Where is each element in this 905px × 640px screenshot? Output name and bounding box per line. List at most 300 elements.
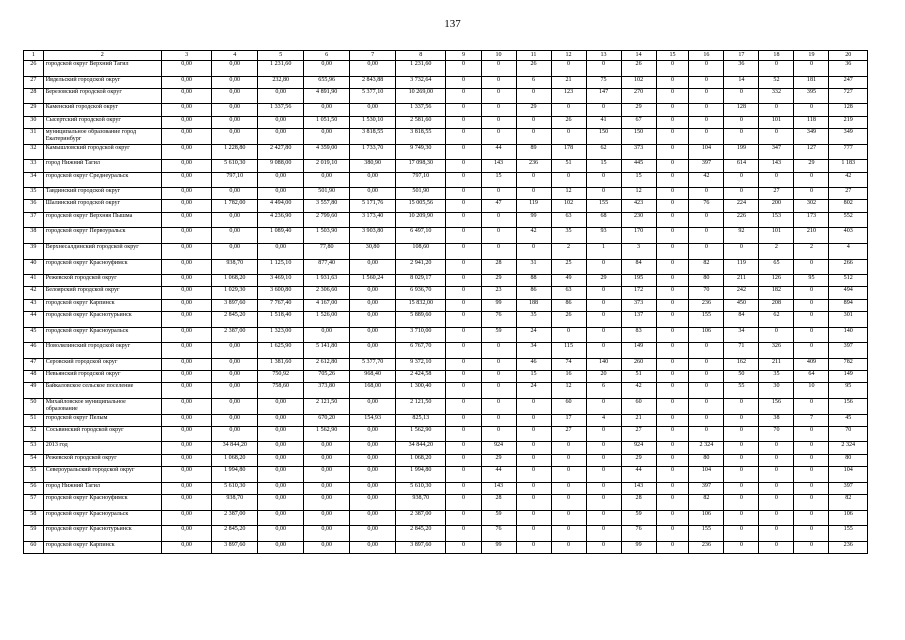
value-cell: 199 [724,144,759,160]
value-cell: 2 612,80 [304,358,350,370]
value-cell: 0 [446,426,481,442]
value-cell: 2 427,80 [258,144,304,160]
value-cell: 0,00 [304,454,350,466]
value-cell: 0 [794,312,829,328]
value-cell: 1 068,20 [212,454,258,466]
value-cell: 0 [446,398,481,414]
value-cell: 0,00 [161,327,211,343]
row-number-cell: 57 [24,494,44,510]
table-row [24,482,868,494]
value-cell: 143 [621,482,656,494]
table-row [24,243,868,259]
value-cell: 1 931,63 [304,275,350,287]
value-cell: 501,90 [396,188,446,200]
row-number-cell: 56 [24,482,44,494]
value-cell: 0 [516,414,551,426]
value-cell: 0,00 [161,287,211,299]
value-cell: 0 [446,116,481,128]
value-cell: 128 [829,104,868,116]
value-cell: 150 [621,129,656,145]
value-cell: 60 [621,398,656,414]
value-cell: 0 [586,312,621,328]
row-number-cell: 33 [24,160,44,172]
value-cell: 0 [656,275,689,287]
value-cell: 230 [621,212,656,228]
table-row [24,299,868,311]
value-cell: 16 [551,371,586,383]
value-cell: 0 [689,426,724,442]
table-row [24,144,868,160]
value-cell: 155 [586,200,621,212]
value-cell: 0 [516,129,551,145]
value-cell: 0 [724,129,759,145]
value-cell: 143 [759,160,794,172]
value-cell: 75 [586,76,621,88]
column-header: 11 [516,51,551,61]
value-cell: 0 [656,212,689,228]
value-cell: 219 [829,116,868,128]
value-cell: 0 [689,116,724,128]
value-cell: 0 [446,343,481,359]
value-cell: 938,70 [212,494,258,510]
value-cell: 12 [551,383,586,399]
value-cell: 0 [551,454,586,466]
value-cell: 0 [481,383,516,399]
row-number-cell: 31 [24,129,44,145]
municipality-name-cell: Каменский городской округ [43,104,161,116]
municipality-name-cell: городской округ Красноуфимск [43,259,161,275]
value-cell: 0,00 [304,482,350,494]
value-cell: 0 [446,482,481,494]
value-cell: 0,00 [304,327,350,343]
value-cell: 62 [586,144,621,160]
value-cell: 0 [759,510,794,526]
value-cell: 0 [759,104,794,116]
value-cell: 924 [481,442,516,454]
value-cell: 0 [689,371,724,383]
value-cell: 2 121,50 [304,398,350,414]
value-cell: 0,00 [161,398,211,414]
value-cell: 153 [759,212,794,228]
value-cell: 172 [621,287,656,299]
value-cell: 0,00 [212,398,258,414]
value-cell: 0 [516,482,551,494]
column-header: 8 [396,51,446,61]
value-cell: 44 [481,467,516,483]
value-cell: 0 [794,343,829,359]
row-number-cell: 59 [24,526,44,542]
value-cell: 99 [621,541,656,553]
value-cell: 0 [724,467,759,483]
municipality-name-cell: Невьянский городской округ [43,371,161,383]
value-cell: 2 845,20 [212,526,258,542]
value-cell: 0,00 [161,104,211,116]
value-cell: 127 [794,144,829,160]
table-row [24,312,868,328]
value-cell: 0 [794,299,829,311]
row-number-cell: 32 [24,144,44,160]
value-cell: 0,00 [350,510,396,526]
value-cell: 211 [724,275,759,287]
value-cell: 0,00 [304,172,350,188]
value-cell: 17 098,30 [396,160,446,172]
value-cell: 149 [621,343,656,359]
municipality-name-cell: городской округ Среднеуральск [43,172,161,188]
row-number-cell: 30 [24,116,44,128]
value-cell: 0,00 [258,541,304,553]
value-cell: 42 [516,228,551,244]
value-cell: 266 [829,259,868,275]
value-cell: 1 231,60 [396,61,446,77]
value-cell: 9 749,30 [396,144,446,160]
value-cell: 0 [516,116,551,128]
value-cell: 705,26 [304,371,350,383]
value-cell: 7 767,40 [258,299,304,311]
value-cell: 0,00 [350,104,396,116]
value-cell: 0 [794,454,829,466]
value-cell: 0 [794,188,829,200]
value-cell: 2 306,60 [304,287,350,299]
value-cell: 0 [794,172,829,188]
value-cell: 51 [551,160,586,172]
table-row [24,88,868,104]
value-cell: 0 [446,327,481,343]
value-cell: 10 269,00 [396,88,446,104]
value-cell: 0 [656,259,689,275]
value-cell: 3 600,80 [258,287,304,299]
value-cell: 51 [621,371,656,383]
value-cell: 2 941,20 [396,259,446,275]
table-row [24,104,868,116]
value-cell: 0,00 [212,88,258,104]
value-cell: 0,00 [161,383,211,399]
value-cell: 0,00 [350,327,396,343]
value-cell: 0 [446,172,481,188]
value-cell: 50 [724,371,759,383]
value-cell: 99 [481,541,516,553]
row-number-cell: 48 [24,371,44,383]
table-row [24,200,868,212]
value-cell: 101 [759,228,794,244]
value-cell: 143 [481,160,516,172]
value-cell: 0 [759,494,794,510]
row-number-cell: 42 [24,287,44,299]
value-cell: 877,40 [304,259,350,275]
value-cell: 0 [481,228,516,244]
value-cell: 0,00 [212,76,258,88]
municipality-name-cell: 2013 год [43,442,161,454]
value-cell: 236 [689,541,724,553]
value-cell: 0 [481,343,516,359]
value-cell: 36 [829,61,868,77]
value-cell: 0,00 [350,259,396,275]
table-row [24,358,868,370]
value-cell: 49 [551,275,586,287]
value-cell: 0 [446,144,481,160]
value-cell: 0 [724,188,759,200]
value-cell: 5 889,60 [396,312,446,328]
value-cell: 236 [829,541,868,553]
value-cell: 88 [516,275,551,287]
value-cell: 0 [794,526,829,542]
value-cell: 0 [586,104,621,116]
value-cell: 6 767,70 [396,343,446,359]
row-number-cell: 28 [24,88,44,104]
value-cell: 349 [829,129,868,145]
municipality-name-cell: Сысертский городской округ [43,116,161,128]
value-cell: 0,00 [258,442,304,454]
value-cell: 0 [481,398,516,414]
value-cell: 0,00 [258,88,304,104]
value-cell: 247 [829,76,868,88]
value-cell: 140 [586,358,621,370]
value-cell: 60 [551,398,586,414]
row-number-cell: 41 [24,275,44,287]
value-cell: 0 [446,442,481,454]
value-cell: 0 [551,129,586,145]
table-row [24,343,868,359]
value-cell: 29 [794,160,829,172]
value-cell: 12 [551,188,586,200]
value-cell: 3 897,60 [212,541,258,553]
value-cell: 0 [656,371,689,383]
value-cell: 210 [794,228,829,244]
value-cell: 9 372,10 [396,358,446,370]
value-cell: 0,00 [304,442,350,454]
column-header: 2 [43,51,161,61]
value-cell: 782 [829,358,868,370]
value-cell: 0 [656,312,689,328]
value-cell: 0 [551,327,586,343]
value-cell: 0 [586,541,621,553]
value-cell: 0 [724,88,759,104]
value-cell: 0,00 [212,243,258,259]
value-cell: 0 [586,299,621,311]
value-cell: 182 [759,287,794,299]
value-cell: 5 377,10 [350,88,396,104]
value-cell: 0 [759,442,794,454]
value-cell: 670,20 [304,414,350,426]
value-cell: 0,00 [161,259,211,275]
value-cell: 727 [829,88,868,104]
value-cell: 3 557,80 [304,200,350,212]
value-cell: 0 [446,129,481,145]
value-cell: 0 [656,454,689,466]
value-cell: 0 [586,287,621,299]
value-cell: 35 [551,228,586,244]
value-cell: 29 [586,275,621,287]
value-cell: 0,00 [258,414,304,426]
table-row [24,327,868,343]
row-number-cell: 53 [24,442,44,454]
value-cell: 0 [689,129,724,145]
value-cell: 1 381,60 [258,358,304,370]
value-cell: 14 [724,76,759,88]
value-cell: 750,92 [258,371,304,383]
value-cell: 0 [446,275,481,287]
value-cell: 0,00 [350,482,396,494]
value-cell: 15 [586,160,621,172]
value-cell: 0 [656,541,689,553]
table-row [24,259,868,275]
value-cell: 1 518,40 [258,312,304,328]
value-cell: 0 [689,88,724,104]
value-cell: 23 [481,287,516,299]
value-cell: 137 [621,312,656,328]
value-cell: 101 [759,116,794,128]
value-cell: 0 [516,398,551,414]
value-cell: 0 [481,371,516,383]
value-cell: 0 [656,144,689,160]
column-header: 6 [304,51,350,61]
value-cell: 71 [724,343,759,359]
value-cell: 0 [551,172,586,188]
value-cell: 99 [516,212,551,228]
value-cell: 95 [794,275,829,287]
value-cell: 3 469,10 [258,275,304,287]
value-cell: 0 [481,88,516,104]
value-cell: 2 [551,243,586,259]
value-cell: 0,00 [350,398,396,414]
value-cell: 34 844,20 [396,442,446,454]
value-cell: 3 [621,243,656,259]
value-cell: 938,70 [212,259,258,275]
value-cell: 0 [481,188,516,200]
value-cell: 0 [689,243,724,259]
value-cell: 0 [724,172,759,188]
value-cell: 2 581,60 [396,116,446,128]
value-cell: 0 [656,104,689,116]
value-cell: 2 845,20 [396,526,446,542]
value-cell: 0 [516,541,551,553]
value-cell: 0,00 [161,76,211,88]
value-cell: 26 [551,312,586,328]
value-cell: 41 [586,116,621,128]
value-cell: 0 [446,371,481,383]
value-cell: 0 [586,494,621,510]
municipality-name-cell: Камышловский городской округ [43,144,161,160]
value-cell: 0,00 [350,467,396,483]
municipality-name-cell: Режевской городской округ [43,275,161,287]
value-cell: 12 [621,188,656,200]
value-cell: 27 [829,188,868,200]
value-cell: 0 [481,414,516,426]
value-cell: 106 [689,327,724,343]
row-number-cell: 60 [24,541,44,553]
value-cell: 802 [829,200,868,212]
municipality-name-cell: Березовский городской округ [43,88,161,104]
value-cell: 0 [446,76,481,88]
value-cell: 5 141,80 [304,343,350,359]
value-cell: 0,00 [161,116,211,128]
municipality-name-cell: Белоярский городской округ [43,287,161,299]
value-cell: 70 [689,287,724,299]
municipality-name-cell: городской округ Красноуральск [43,327,161,343]
column-header: 14 [621,51,656,61]
value-cell: 1 228,80 [212,144,258,160]
value-cell: 1 562,90 [396,426,446,442]
value-cell: 301 [829,312,868,328]
value-cell: 0 [656,287,689,299]
value-cell: 655,96 [304,76,350,88]
value-cell: 0 [724,454,759,466]
value-cell: 0 [516,442,551,454]
value-cell: 0 [446,494,481,510]
value-cell: 63 [551,287,586,299]
value-cell: 0 [446,299,481,311]
value-cell: 0 [656,116,689,128]
value-cell: 777 [829,144,868,160]
value-cell: 0 [656,160,689,172]
value-cell: 373,80 [304,383,350,399]
table-row [24,510,868,526]
value-cell: 0,00 [161,200,211,212]
value-cell: 0 [446,104,481,116]
value-cell: 0 [724,510,759,526]
column-header: 4 [212,51,258,61]
value-cell: 1 337,56 [258,104,304,116]
municipality-name-cell: городской округ Краснотурьинск [43,312,161,328]
value-cell: 76 [689,200,724,212]
value-cell: 0,00 [304,104,350,116]
value-cell: 93 [586,228,621,244]
value-cell: 0,00 [161,188,211,200]
value-cell: 168,00 [350,383,396,399]
value-cell: 0 [481,76,516,88]
value-cell: 0 [481,61,516,77]
value-cell: 31 [516,259,551,275]
value-cell: 0,00 [161,160,211,172]
value-cell: 0,00 [161,312,211,328]
value-cell: 6 497,10 [396,228,446,244]
value-cell: 36 [724,61,759,77]
municipality-name-cell: Серовский городской округ [43,358,161,370]
value-cell: 5 610,30 [396,482,446,494]
value-cell: 968,40 [350,371,396,383]
value-cell: 104 [689,144,724,160]
column-header: 20 [829,51,868,61]
value-cell: 0 [794,467,829,483]
value-cell: 0 [446,510,481,526]
value-cell: 82 [689,494,724,510]
value-cell: 0,00 [350,494,396,510]
value-cell: 0,00 [258,510,304,526]
table-row [24,414,868,426]
value-cell: 0 [689,104,724,116]
value-cell: 0 [689,212,724,228]
value-cell: 0 [586,259,621,275]
value-cell: 0 [724,482,759,494]
value-cell: 0 [586,172,621,188]
value-cell: 0,00 [258,494,304,510]
value-cell: 0 [689,188,724,200]
municipality-name-cell: город Нижний Тагил [43,160,161,172]
value-cell: 0 [551,541,586,553]
value-cell: 797,10 [212,172,258,188]
value-cell: 25 [551,259,586,275]
value-cell: 0 [481,243,516,259]
value-cell: 0,00 [212,212,258,228]
value-cell: 0,00 [304,467,350,483]
value-cell: 0,00 [161,482,211,494]
table-body [24,61,868,554]
value-cell: 0 [656,526,689,542]
value-cell: 512 [829,275,868,287]
value-cell: 0 [551,526,586,542]
table-row [24,116,868,128]
value-cell: 10 [794,383,829,399]
value-cell: 614 [724,160,759,172]
